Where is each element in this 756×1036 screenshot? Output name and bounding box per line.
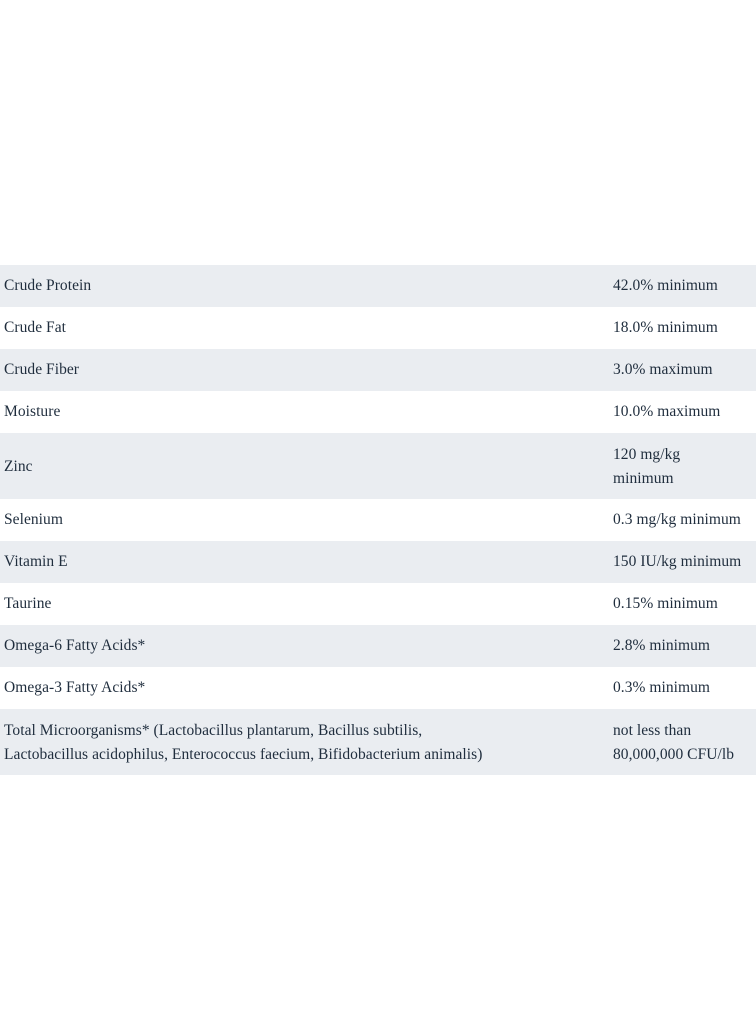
nutrient-value-line: 80,000,000 CFU/lb <box>613 745 734 763</box>
nutrient-name: Selenium <box>0 499 613 541</box>
nutrient-value-line: minimum <box>613 469 674 487</box>
nutrient-value-line: not less than <box>613 721 692 739</box>
nutrient-value: 0.3% minimum <box>613 667 756 709</box>
nutrient-value: 150 IU/kg minimum <box>613 541 756 583</box>
nutrient-value: 10.0% maximum <box>613 391 756 433</box>
nutrient-name: Vitamin E <box>0 541 613 583</box>
table-row <box>0 307 756 349</box>
table-row <box>0 709 756 775</box>
table-row <box>0 541 756 583</box>
nutrient-name: Crude Protein <box>0 265 613 307</box>
nutrient-name: Omega-6 Fatty Acids* <box>0 625 613 667</box>
table-row <box>0 667 756 709</box>
table-row <box>0 349 756 391</box>
nutrient-name-line: Lactobacillus acidophilus, Enterococcus faecium, Bifidobacterium animalis) <box>4 745 483 763</box>
nutrient-value: 0.15% minimum <box>613 583 756 625</box>
nutrient-name: Omega-3 Fatty Acids* <box>0 667 613 709</box>
table-row <box>0 265 756 307</box>
guaranteed-analysis-table <box>0 265 756 775</box>
nutrient-value: 0.3 mg/kg minimum <box>613 499 756 541</box>
table-row <box>0 391 756 433</box>
nutrient-name: Moisture <box>0 391 613 433</box>
table-row <box>0 499 756 541</box>
nutrient-value-line: 120 mg/kg <box>613 445 681 463</box>
nutrient-value <box>613 433 756 499</box>
nutrient-value <box>613 709 756 775</box>
nutrient-value: 18.0% minimum <box>613 307 756 349</box>
nutrient-value: 2.8% minimum <box>613 625 756 667</box>
nutrient-name: Taurine <box>0 583 613 625</box>
nutrient-name-line: Total Microorganisms* (Lactobacillus plantarum, Bacillus subtilis, <box>4 721 423 739</box>
nutrient-name: Zinc <box>0 433 613 499</box>
table-row <box>0 433 756 499</box>
nutrient-name: Crude Fat <box>0 307 613 349</box>
nutrient-value: 42.0% minimum <box>613 265 756 307</box>
nutrient-name <box>0 709 613 775</box>
table-row <box>0 625 756 667</box>
nutrient-value: 3.0% maximum <box>613 349 756 391</box>
nutrient-name: Crude Fiber <box>0 349 613 391</box>
table-row <box>0 583 756 625</box>
